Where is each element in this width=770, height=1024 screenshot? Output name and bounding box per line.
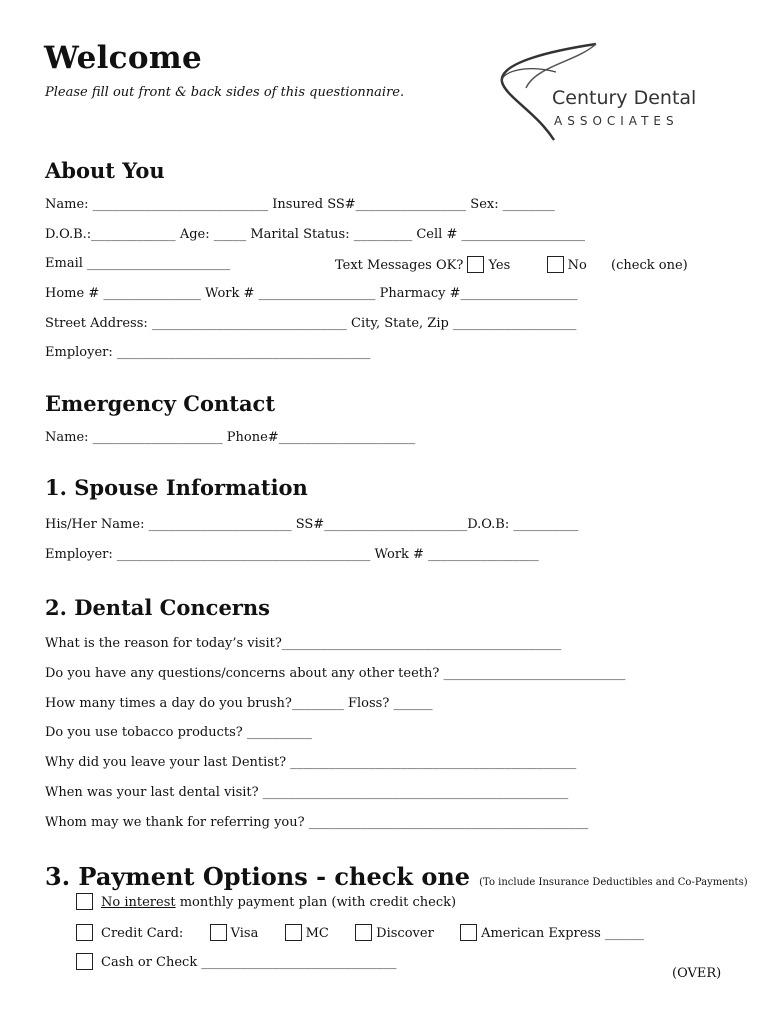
mc-label: MC [305,926,329,941]
discover-label: Discover [376,926,434,941]
mc-checkbox[interactable] [285,924,302,941]
payment-heading-row [45,862,748,891]
visa-checkbox[interactable] [210,924,227,941]
page-subtitle: Please fill out front & back sides of this questionnaire. [45,85,405,100]
payment-option-cash [76,953,396,970]
cash-check-checkbox[interactable] [76,953,93,970]
email-field[interactable]: Email ______________________ [45,256,231,271]
payment-plan-label: monthly payment plan (with credit check) [175,895,457,910]
dental-q-brush[interactable]: How many times a day do you brush?________ Floss? ______ [45,696,433,711]
no-checkbox[interactable] [547,256,564,273]
about-row-name[interactable]: Name: ___________________________ Insured SS#_________________ Sex: ________ [45,197,555,212]
logo-tagline: ASSOCIATES [554,114,679,128]
logo-name: Century Dental [552,87,697,109]
no-interest-label: No interest [101,895,176,910]
dental-heading: 2. Dental Concerns [45,595,270,620]
no-interest-checkbox[interactable] [76,893,93,910]
amex-label[interactable]: American Express ______ [481,926,644,941]
payment-heading: 3. Payment Options - check one [45,862,471,891]
yes-checkbox[interactable] [467,256,484,273]
payment-option-credit [76,924,644,941]
credit-card-label: Credit Card: [101,926,184,941]
about-row-employer[interactable]: Employer: _______________________________________ [45,345,371,360]
payment-option-plan [76,893,456,910]
dental-q-last-visit[interactable]: When was your last dental visit? _______________________________________________ [45,785,569,800]
about-row-phones[interactable]: Home # _______________ Work # __________________ Pharmacy #__________________ [45,286,578,301]
dental-q-other-teeth[interactable]: Do you have any questions/concerns about any other teeth? ____________________________ [45,666,626,681]
no-label: No [567,258,587,273]
payment-note: (To include Insurance Deductibles and Co-Payments) [479,877,748,888]
about-row-email [45,256,230,271]
dental-q-reason[interactable]: What is the reason for today’s visit?___________________________________________ [45,636,562,651]
yes-label: Yes [488,258,511,273]
company-logo [496,42,726,144]
about-row-address[interactable]: Street Address: ______________________________ City, State, Zip ___________________ [45,316,577,331]
over-note: (OVER) [672,966,722,981]
credit-card-checkbox[interactable] [76,924,93,941]
about-row-dob[interactable]: D.O.B.:_____________ Age: _____ Marital Status: _________ Cell # ___________________ [45,227,585,242]
text-messages-row [335,256,688,273]
cash-check-label[interactable]: Cash or Check ______________________________ [101,955,397,970]
check-one-note: (check one) [611,258,688,273]
spouse-row-name[interactable]: His/Her Name: ______________________ SS#______________________D.O.B: __________ [45,517,579,532]
dental-q-referral[interactable]: Whom may we thank for referring you? ___________________________________________ [45,815,589,830]
spouse-heading: 1. Spouse Information [45,475,308,500]
emergency-row[interactable]: Name: ____________________ Phone#_____________________ [45,430,416,445]
page-title: Welcome [44,40,202,76]
about-heading: About You [45,158,165,183]
dental-q-last-dentist[interactable]: Why did you leave your last Dentist? ____________________________________________ [45,755,577,770]
amex-checkbox[interactable] [460,924,477,941]
dental-q-tobacco[interactable]: Do you use tobacco products? __________ [45,725,312,740]
spouse-row-employer[interactable]: Employer: _______________________________________ Work # _________________ [45,547,539,562]
discover-checkbox[interactable] [355,924,372,941]
text-messages-label: Text Messages OK? [335,258,464,273]
visa-label: Visa [230,926,259,941]
emergency-heading: Emergency Contact [45,391,276,416]
